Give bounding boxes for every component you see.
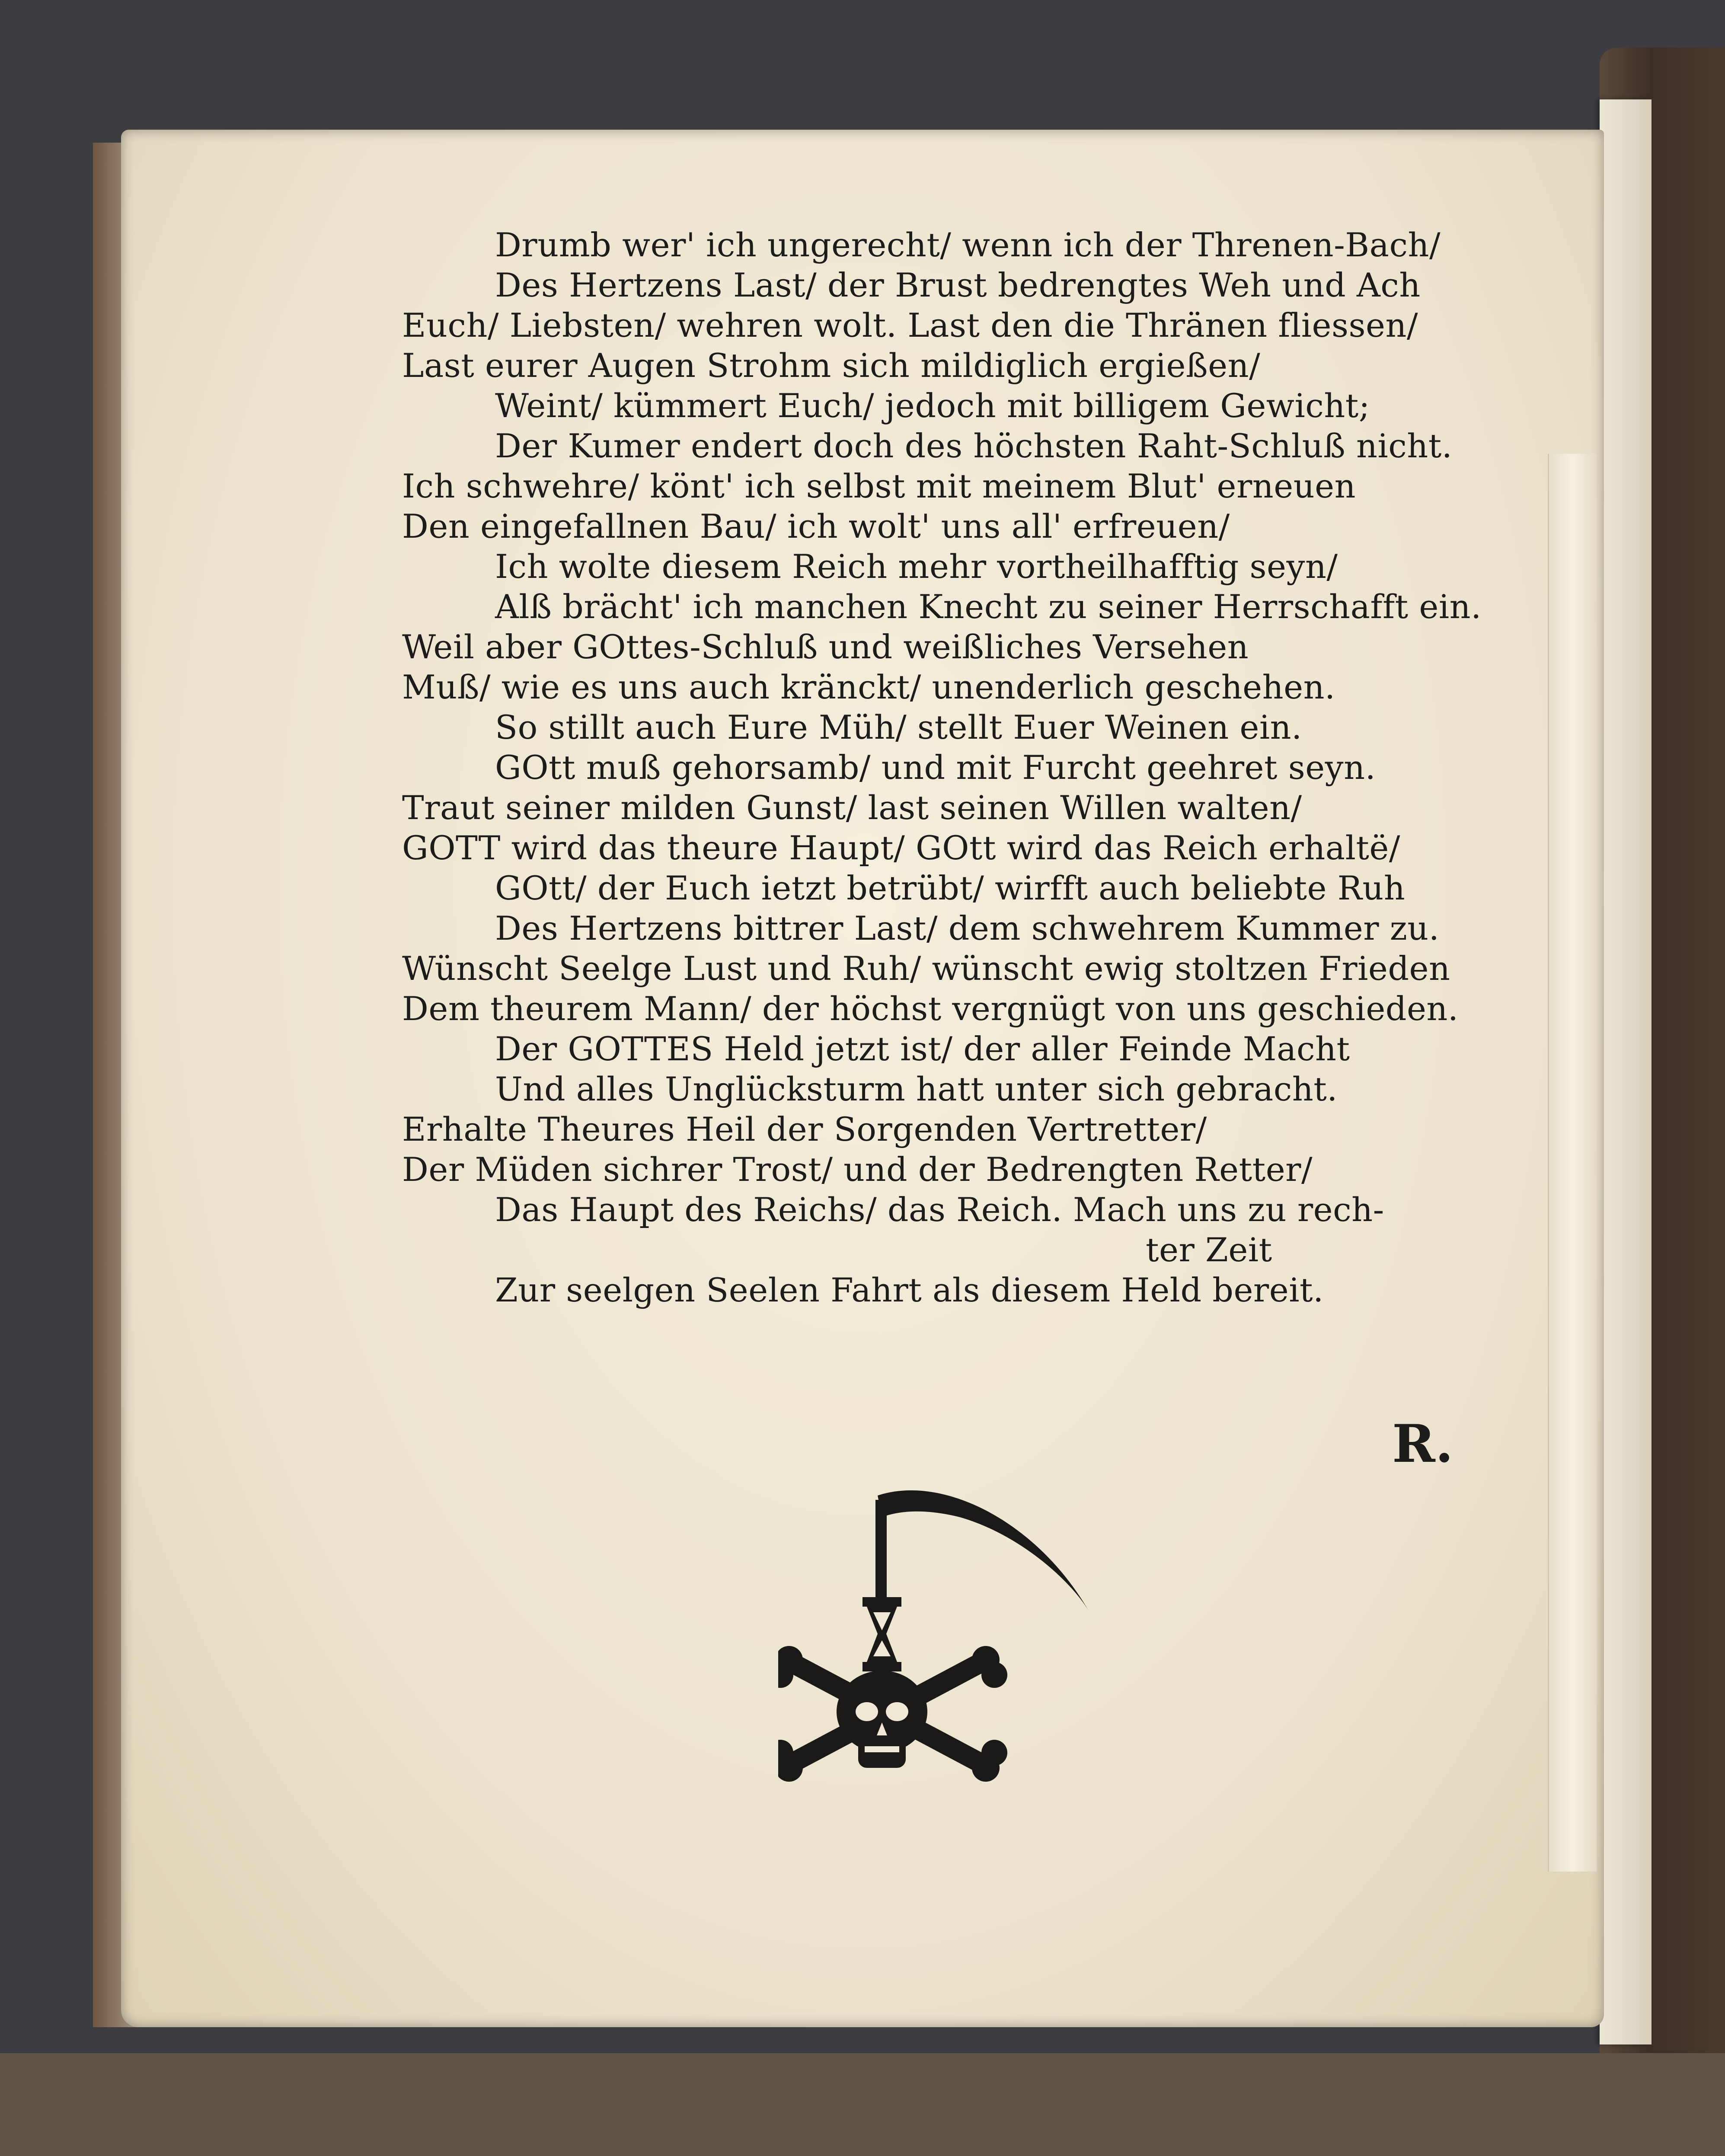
poem-line: Ich schwehre/ könt' ich selbst mit meinem Blut' erneuen (402, 467, 1356, 505)
poem-line: Der GOTTES Held jetzt ist/ der aller Feinde Macht (495, 1030, 1350, 1068)
poem-line: Dem theurem Mann/ der höchst vergnügt von uns geschieden. (402, 989, 1459, 1028)
poem-line: Des Hertzens bittrer Last/ dem schwehrem Kummer zu. (495, 909, 1440, 947)
skull-crossbones-scythe-icon (778, 1470, 1115, 1807)
poem-line: Weint/ kümmert Euch/ jedoch mit billigem Gewicht; (495, 386, 1370, 425)
poem-line: ter Zeit (1146, 1231, 1272, 1269)
poem-line: Last eurer Augen Strohm sich mildiglich ergießen/ (402, 346, 1261, 385)
poem-line: GOtt/ der Euch ietzt betrübt/ wirfft auch beliebte Ruh (495, 869, 1406, 907)
poem-line: Der Kumer endert doch des höchsten Raht-Schluß nicht. (495, 427, 1453, 465)
poem-line: Das Haupt des Reichs/ das Reich. Mach uns zu rech- (495, 1190, 1384, 1229)
poem-line: GOtt muß gehorsamb/ und mit Furcht geehret seyn. (495, 748, 1376, 787)
poem-line: Den eingefallnen Bau/ ich wolt' uns all' erfreuen/ (402, 507, 1230, 545)
poem-line: Weil aber GOttes-Schluß und weißliches Versehen (402, 628, 1249, 666)
poem-line: Und alles Unglücksturm hatt unter sich gebracht. (495, 1070, 1338, 1108)
poem-line: Alß brächt' ich manchen Knecht zu seiner Herrschafft ein. (495, 587, 1482, 626)
poem-line: Erhalte Theures Heil der Sorgenden Vertretter/ (402, 1110, 1207, 1148)
poem-line: Wünscht Seelge Lust und Ruh/ wünscht ewig stoltzen Frieden (402, 949, 1450, 988)
poem-line: Der Müden sichrer Trost/ und der Bedrengten Retter/ (402, 1150, 1313, 1189)
poem-line: Drumb wer' ich ungerecht/ wenn ich der Threnen-Bach/ (495, 226, 1441, 264)
poem-line: Des Hertzens Last/ der Brust bedrengtes Weh und Ach (495, 266, 1421, 304)
poem-line: Euch/ Liebsten/ wehren wolt. Last den die Thränen fliessen/ (402, 306, 1418, 344)
poem-signature: R. (1392, 1413, 1453, 1474)
bottom-band (0, 2053, 1725, 2156)
poem-line: Ich wolte diesem Reich mehr vortheilhafftig seyn/ (495, 547, 1338, 586)
poem-line: Zur seelgen Seelen Fahrt als diesem Held bereit. (495, 1271, 1324, 1309)
poem-line: Muß/ wie es uns auch kränckt/ unenderlich geschehen. (402, 668, 1335, 706)
poem-line: GOTT wird das theure Haupt/ GOtt wird das Reich erhaltë/ (402, 829, 1401, 867)
poem-line: Traut seiner milden Gunst/ last seinen Willen walten/ (402, 788, 1302, 827)
poem-line: So stillt auch Eure Müh/ stellt Euer Weinen ein. (495, 708, 1302, 746)
book-back-pages (1600, 99, 1652, 2044)
poem-text (402, 225, 1492, 1310)
page-fold (1548, 454, 1597, 1872)
